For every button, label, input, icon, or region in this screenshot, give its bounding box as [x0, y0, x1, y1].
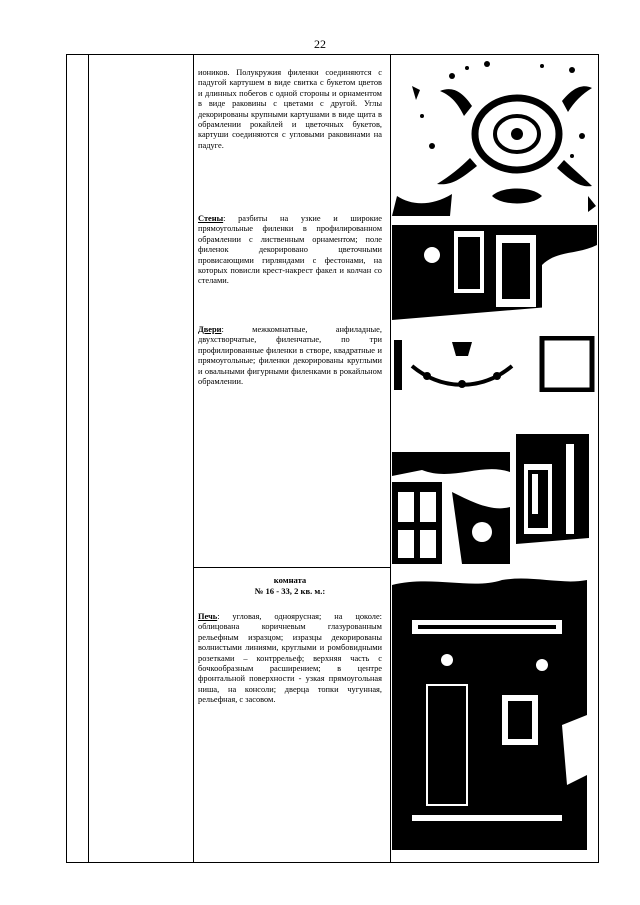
room-heading — [198, 575, 382, 597]
room-title-line1: комната — [273, 575, 307, 585]
wall-panels-photo — [392, 225, 597, 328]
stove-term: Печь — [198, 612, 218, 621]
wall-garland-photo — [392, 336, 597, 392]
ceiling-text: иоников. Полукружия филенки соединяются с падугой картушем в виде свитка с букетом цветов и длинных побегов с одной стороны и орнаментом в виде раковины с цветами с другой. Углы декорированы крупными картушами в виде щита в обрамлении рокайлей и цветочных букетов, картуши соединяются с угловыми раковинами на падуге. — [198, 68, 382, 150]
door-photo-left — [392, 452, 510, 564]
walls-term: Стены — [198, 214, 224, 223]
doors-text: : межкомнатные, анфиладные, двухстворчатые, филенчатые, по три профилированные филенки в створе, квадратные и прямоугольные; филенки декорированы круглыми и овальными фигурными филенками в рокайльном обрамлении. — [198, 325, 382, 387]
table-column-divider — [88, 54, 89, 863]
table-row-divider — [193, 567, 390, 568]
room-title-line2: № 16 - 33, 2 кв. м.: — [254, 586, 326, 596]
doors-term: Двери — [198, 325, 222, 334]
stove-photo — [392, 575, 587, 850]
table-column-divider — [193, 54, 194, 863]
walls-description — [198, 214, 382, 287]
walls-text: : разбиты на узкие и широкие прямоугольные филенки в профилированном обрамлении с лиственным орнаментом; поле филенок декорировано цветочными провисающими гирляндами с фестонами, на которых повисли крест-накрест факел и колчан со стелами. — [198, 214, 382, 286]
table-column-divider — [390, 54, 391, 863]
stove-text: : угловая, одноярусная; на цоколе: облицована коричневым глазурованным рельефным изразцом; изразцы декорированы волнистыми линиями, круглыми и ромбовидными розетками – контррельеф; верхняя часть с бочкообразным расширением; в центре фронтальной поверхности - узкая прямоугольная ниша, на консоли; дверца топки чугунная, рельефная, с засовом. — [198, 612, 382, 705]
door-photo-right — [516, 434, 589, 561]
ceiling-description — [198, 68, 382, 151]
page-number: 22 — [314, 37, 326, 51]
ceiling-stucco-photo — [392, 56, 597, 216]
doors-description — [198, 325, 382, 387]
stove-description — [198, 612, 382, 706]
